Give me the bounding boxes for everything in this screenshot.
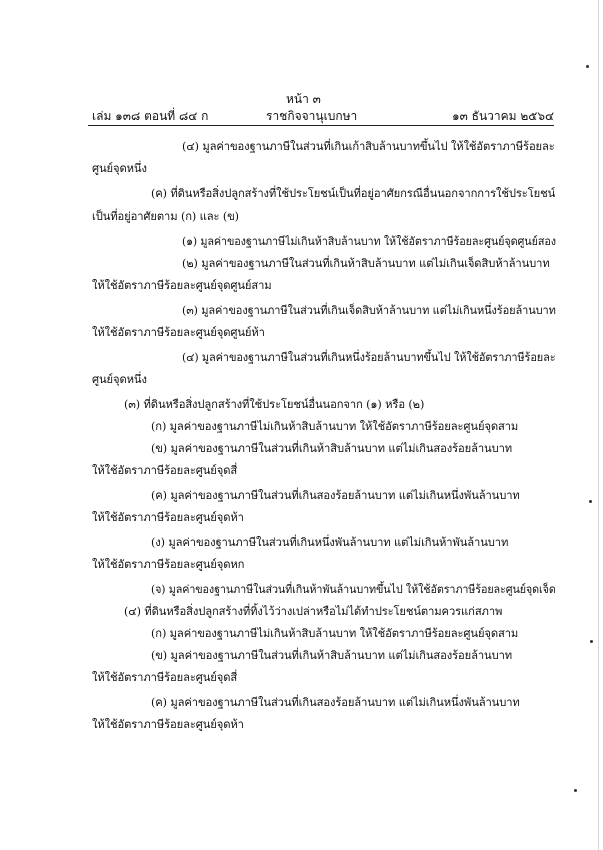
body-line: ให้ใช้อัตราภาษีร้อยละศูนย์จุดห้า — [92, 511, 244, 524]
body-line: ให้ใช้อัตราภาษีร้อยละศูนย์จุดศูนย์ห้า — [92, 326, 265, 339]
body-line: (ง) มูลค่าของฐานภาษีในส่วนที่เกินหนึ่งพันล้านบาท แต่ไม่เกินห้าพันล้านบาท — [151, 536, 509, 549]
body-line: ให้ใช้อัตราภาษีร้อยละศูนย์จุดสี่ — [92, 671, 238, 684]
scan-speck — [590, 640, 593, 643]
page-number: หน้า ๓ — [286, 92, 321, 106]
body-line: (๒) มูลค่าของฐานภาษีในส่วนที่เกินห้าสิบล้านบาท แต่ไม่เกินเจ็ดสิบห้าล้านบาท — [182, 257, 550, 270]
body-line: (ค) มูลค่าของฐานภาษีในส่วนที่เกินสองร้อยล้านบาท แต่ไม่เกินหนึ่งพันล้านบาท — [151, 696, 520, 709]
body-line: (๓) ที่ดินหรือสิ่งปลูกสร้างที่ใช้ประโยชน์อื่นนอกจาก (๑) หรือ (๒) — [124, 398, 425, 411]
publication-date: ๑๓ ธันวาคม ๒๕๖๔ — [452, 109, 555, 123]
scan-speck — [586, 65, 589, 68]
publication-title: ราชกิจจานุเบกษา — [266, 109, 358, 123]
body-line: ศูนย์จุดหนึ่ง — [92, 162, 147, 175]
body-line: ให้ใช้อัตราภาษีร้อยละศูนย์จุดศูนย์สาม — [92, 279, 272, 292]
body-line: (ค) ที่ดินหรือสิ่งปลูกสร้างที่ใช้ประโยชน์เป็นที่อยู่อาศัยกรณีอื่นนอกจากการใช้ประโยชน์ — [151, 187, 556, 200]
body-line: (๔) มูลค่าของฐานภาษีในส่วนที่เกินเก้าสิบล้านบาทขึ้นไป ให้ใช้อัตราภาษีร้อยละ — [182, 140, 555, 153]
body-line: ให้ใช้อัตราภาษีร้อยละศูนย์จุดสี่ — [92, 464, 238, 477]
body-line: (๑) มูลค่าของฐานภาษีไม่เกินห้าสิบล้านบาท ให้ใช้อัตราภาษีร้อยละศูนย์จุดศูนย์สอง — [182, 235, 556, 248]
scan-edge — [598, 0, 599, 850]
scan-speck — [574, 789, 577, 792]
body-line: ศูนย์จุดหนึ่ง — [92, 373, 147, 386]
body-line: (ค) มูลค่าของฐานภาษีในส่วนที่เกินสองร้อยล้านบาท แต่ไม่เกินหนึ่งพันล้านบาท — [151, 489, 520, 502]
scan-speck — [589, 500, 592, 503]
body-line: (ข) มูลค่าของฐานภาษีในส่วนที่เกินห้าสิบล้านบาท แต่ไม่เกินสองร้อยล้านบาท — [151, 649, 513, 662]
body-line: (๔) มูลค่าของฐานภาษีในส่วนที่เกินหนึ่งร้อยล้านบาทขึ้นไป ให้ใช้อัตราภาษีร้อยละ — [182, 351, 556, 364]
body-line: ให้ใช้อัตราภาษีร้อยละศูนย์จุดหก — [92, 558, 245, 571]
body-line: เป็นที่อยู่อาศัยตาม (ก) และ (ข) — [92, 210, 239, 223]
body-line: (จ) มูลค่าของฐานภาษีในส่วนที่เกินห้าพันล้านบาทขึ้นไป ให้ใช้อัตราภาษีร้อยละศูนย์จุดเจ็ด — [151, 583, 556, 596]
body-line: (ก) มูลค่าของฐานภาษีไม่เกินห้าสิบล้านบาท ให้ใช้อัตราภาษีร้อยละศูนย์จุดสาม — [151, 420, 519, 433]
body-line: (ข) มูลค่าของฐานภาษีในส่วนที่เกินห้าสิบล้านบาท แต่ไม่เกินสองร้อยล้านบาท — [151, 442, 513, 455]
body-line: (๓) มูลค่าของฐานภาษีในส่วนที่เกินเจ็ดสิบห้าล้านบาท แต่ไม่เกินหนึ่งร้อยล้านบาท — [182, 304, 556, 317]
body-line: (๔) ที่ดินหรือสิ่งปลูกสร้างที่ทิ้งไว้ว่างเปล่าหรือไม่ได้ทำประโยชน์ตามควรแก่สภาพ — [124, 605, 503, 618]
body-line: ให้ใช้อัตราภาษีร้อยละศูนย์จุดห้า — [92, 718, 244, 731]
header-rule — [88, 125, 554, 126]
body-line: (ก) มูลค่าของฐานภาษีไม่เกินห้าสิบล้านบาท ให้ใช้อัตราภาษีร้อยละศูนย์จุดสาม — [151, 627, 519, 640]
volume-issue: เล่ม ๑๓๘ ตอนที่ ๘๔ ก — [92, 109, 209, 123]
